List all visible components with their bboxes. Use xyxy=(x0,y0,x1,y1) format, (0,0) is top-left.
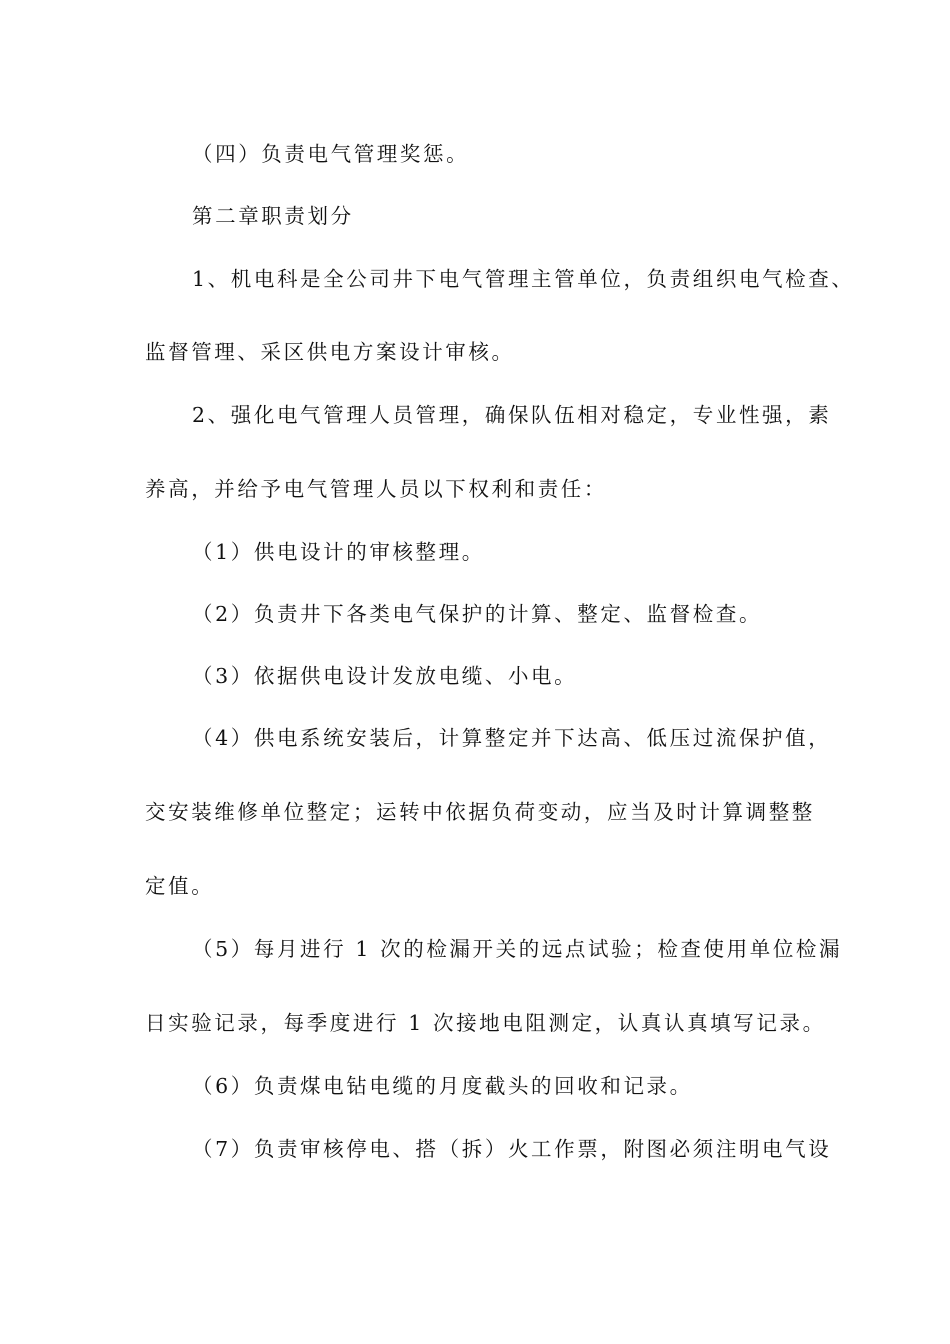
list-item: （6）负责煤电钻电缆的月度截头的回收和记录。 xyxy=(192,1074,693,1098)
paragraph-line: 监督管理、采区供电方案设计审核。 xyxy=(145,340,515,364)
paragraph-line: 养高，并给予电气管理人员以下权利和责任： xyxy=(145,477,607,501)
list-item: （5）每月进行 1 次的检漏开关的远点试验；检查使用单位检漏 xyxy=(192,937,843,961)
paragraph-line: 日实验记录，每季度进行 1 次接地电阻测定，认真认真填写记录。 xyxy=(145,1011,826,1035)
paragraph-line: 1、机电科是全公司井下电气管理主管单位，负责组织电气检查、 xyxy=(192,267,855,291)
paragraph-line: 交安装维修单位整定；运转中依据负荷变动，应当及时计算调整整 xyxy=(145,800,815,824)
list-item: （7）负责审核停电、搭（拆）火工作票，附图必须注明电气设 xyxy=(192,1137,832,1161)
paragraph-line: 2、强化电气管理人员管理，确保队伍相对稳定，专业性强，素 xyxy=(192,403,832,427)
list-item: （4）供电系统安装后，计算整定并下达高、低压过流保护值， xyxy=(192,726,832,750)
list-item: （3）依据供电设计发放电缆、小电。 xyxy=(192,664,578,688)
list-item: （2）负责井下各类电气保护的计算、整定、监督检查。 xyxy=(192,602,763,626)
chapter-heading: 第二章职责划分 xyxy=(192,204,354,228)
paragraph-line: （四）负责电气管理奖惩。 xyxy=(192,142,470,166)
paragraph-line: 定值。 xyxy=(145,874,215,898)
list-item: （1）供电设计的审核整理。 xyxy=(192,540,485,564)
